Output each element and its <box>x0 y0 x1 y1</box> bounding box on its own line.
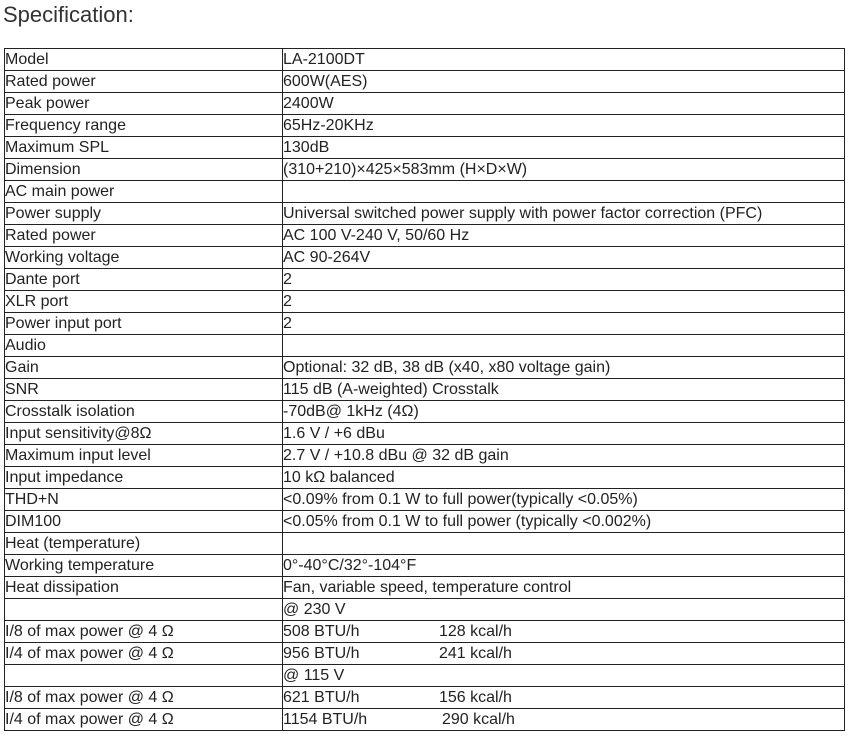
spec-value-btu: 621 BTU/h <box>283 689 360 706</box>
spec-row <box>5 401 845 423</box>
spec-value <box>283 621 845 643</box>
spec-label: Input impedance <box>5 467 283 489</box>
spec-row <box>5 269 845 291</box>
spec-row <box>5 511 845 533</box>
spec-label: Heat (temperature) <box>5 533 283 555</box>
spec-value: <0.09% from 0.1 W to full power(typically <0.05%) <box>283 489 845 511</box>
spec-label: Power input port <box>5 313 283 335</box>
spec-value <box>283 533 845 555</box>
spec-value: 2 <box>283 291 845 313</box>
spec-label: Working temperature <box>5 555 283 577</box>
spec-label: SNR <box>5 379 283 401</box>
spec-row <box>5 313 845 335</box>
spec-row <box>5 709 845 731</box>
spec-table <box>4 48 845 731</box>
spec-label: Peak power <box>5 93 283 115</box>
spec-row <box>5 291 845 313</box>
spec-row <box>5 445 845 467</box>
spec-row <box>5 533 845 555</box>
spec-value: 1.6 V / +6 dBu <box>283 423 845 445</box>
spec-value: Fan, variable speed, temperature control <box>283 577 845 599</box>
spec-label: Input sensitivity@8Ω <box>5 423 283 445</box>
spec-row <box>5 159 845 181</box>
spec-value: Universal switched power supply with power factor correction (PFC) <box>283 203 845 225</box>
spec-label: I/4 of max power @ 4 Ω <box>5 643 283 665</box>
spec-label: AC main power <box>5 181 283 203</box>
spec-value: -70dB@ 1kHz (4Ω) <box>283 401 845 423</box>
spec-value-kcal: 290 kcal/h <box>442 711 515 728</box>
spec-row <box>5 247 845 269</box>
spec-row <box>5 467 845 489</box>
spec-label: Frequency range <box>5 115 283 137</box>
spec-label <box>5 599 283 621</box>
spec-row <box>5 423 845 445</box>
spec-value-kcal: 156 kcal/h <box>439 689 512 706</box>
spec-value: 2 <box>283 313 845 335</box>
spec-value-btu: 956 BTU/h <box>283 645 360 662</box>
spec-row <box>5 599 845 621</box>
spec-row <box>5 577 845 599</box>
spec-value: LA-2100DT <box>283 49 845 71</box>
spec-label <box>5 665 283 687</box>
spec-row <box>5 225 845 247</box>
spec-label: Working voltage <box>5 247 283 269</box>
spec-row <box>5 621 845 643</box>
spec-value: 130dB <box>283 137 845 159</box>
spec-row <box>5 335 845 357</box>
spec-value-kcal: 241 kcal/h <box>439 645 512 662</box>
spec-value: AC 100 V-240 V, 50/60 Hz <box>283 225 845 247</box>
spec-label: Dimension <box>5 159 283 181</box>
spec-value: 115 dB (A-weighted) Crosstalk <box>283 379 845 401</box>
spec-row <box>5 181 845 203</box>
spec-value <box>283 335 845 357</box>
spec-label: I/4 of max power @ 4 Ω <box>5 709 283 731</box>
spec-table-body <box>5 49 845 731</box>
page-title: Specification: <box>3 2 134 27</box>
spec-label: Heat dissipation <box>5 577 283 599</box>
spec-label: Model <box>5 49 283 71</box>
spec-label: DIM100 <box>5 511 283 533</box>
spec-value: Optional: 32 dB, 38 dB (x40, x80 voltage gain) <box>283 357 845 379</box>
spec-value <box>283 709 845 731</box>
spec-label: Dante port <box>5 269 283 291</box>
spec-row <box>5 555 845 577</box>
spec-value <box>283 643 845 665</box>
spec-value: AC 90-264V <box>283 247 845 269</box>
spec-label: Maximum SPL <box>5 137 283 159</box>
spec-value: 2.7 V / +10.8 dBu @ 32 dB gain <box>283 445 845 467</box>
spec-row <box>5 643 845 665</box>
spec-value: 10 kΩ balanced <box>283 467 845 489</box>
spec-row <box>5 687 845 709</box>
spec-label: THD+N <box>5 489 283 511</box>
spec-row <box>5 137 845 159</box>
spec-value: 65Hz-20KHz <box>283 115 845 137</box>
spec-value: 600W(AES) <box>283 71 845 93</box>
spec-row <box>5 379 845 401</box>
spec-value: (310+210)×425×583mm (H×D×W) <box>283 159 845 181</box>
spec-label: Power supply <box>5 203 283 225</box>
spec-row <box>5 665 845 687</box>
spec-value: 0°-40°C/32°-104°F <box>283 555 845 577</box>
spec-row <box>5 49 845 71</box>
spec-row <box>5 93 845 115</box>
spec-value-btu: 1154 BTU/h <box>283 711 368 728</box>
spec-row <box>5 357 845 379</box>
spec-label: Rated power <box>5 225 283 247</box>
spec-label: XLR port <box>5 291 283 313</box>
spec-value: @ 115 V <box>283 665 845 687</box>
spec-label: Audio <box>5 335 283 357</box>
spec-value-btu: 508 BTU/h <box>283 623 360 640</box>
spec-label: I/8 of max power @ 4 Ω <box>5 687 283 709</box>
spec-value: @ 230 V <box>283 599 845 621</box>
spec-row <box>5 489 845 511</box>
spec-label: Gain <box>5 357 283 379</box>
spec-value-kcal: 128 kcal/h <box>439 623 512 640</box>
spec-row <box>5 71 845 93</box>
spec-label: Rated power <box>5 71 283 93</box>
spec-value: 2 <box>283 269 845 291</box>
spec-value: 2400W <box>283 93 845 115</box>
spec-row <box>5 115 845 137</box>
spec-value <box>283 687 845 709</box>
spec-row <box>5 203 845 225</box>
spec-label: Maximum input level <box>5 445 283 467</box>
spec-label: I/8 of max power @ 4 Ω <box>5 621 283 643</box>
spec-value <box>283 181 845 203</box>
spec-value: <0.05% from 0.1 W to full power (typically <0.002%) <box>283 511 845 533</box>
spec-label: Crosstalk isolation <box>5 401 283 423</box>
